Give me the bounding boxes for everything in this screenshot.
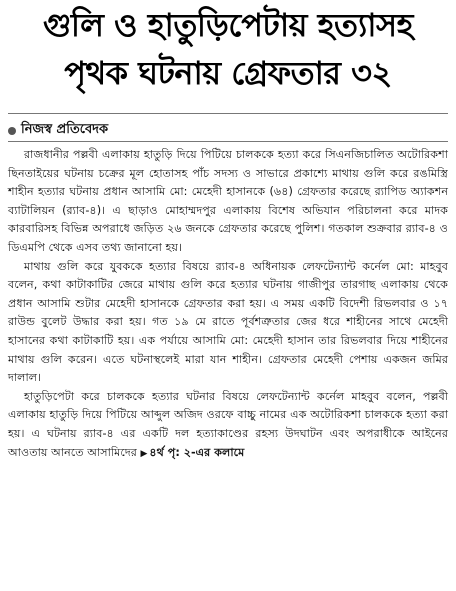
- paragraph-2: মাথায় গুলি করে যুবককে হত্যার বিষয়ে র‌্যাব-৪ অধিনায়ক লেফটেন্যান্ট কর্নেল মো: মাহবুব বলেন, কথা কাটাকাটির জেরে মাথায় গুলি করে হত্যার ঘটনায় গাজীপুর তারগাছ এলাকায় থেকে প্রধান আসামি শুটার মেহেদী হাসানকে গ্রেফতার করা হয়। এ সময় একটি বিদেশী রিভলবার ও ১৭ রাউন্ড বুলেট উদ্ধার করা হয়। গত ১৯ মে রাতে পূর্বশত্রুতার জের ধরে শাহীনের সাথে মেহেদী হাসানের কথা কাটাকাটি হয়। এক পর্যায়ে আসামি মো: মেহেদী হাসান তার রিভলবার দিয়ে শাহীনের মাথায় গুলি করেন। এতে ঘটনাস্থলেই মারা যান শাহীন। গ্রেফতার মেহেদী পেশায় একজন জমির দালাল।: [8, 259, 448, 385]
- article-body: [8, 146, 448, 463]
- bullet-icon: [8, 127, 16, 135]
- headline-line-1: গুলি ও হাতুড়িপেটায় হত্যাসহ: [43, 6, 413, 44]
- paragraph-3-text: হাতুড়িপেটা করে চালককে হত্যার ঘটনার বিষয়ে লেফটেন্যান্ট কর্নেল মাহবুব বলেন, পল্লবী এলাকায় হাতুড়ি দিয়ে পিটিয়ে আব্দুল অজিদ ওরফে বাচ্চু নামের এক অটোরিকশা চালককে হত্যা করা হয়। এ ঘটনায় র‌্যাব-৪ এর একটি দল হত্যাকাণ্ডের রহস্য উদঘাটন এবং অপরাধীকে আইনের আওতায় আনতে আসামিদের: [8, 389, 448, 459]
- byline: [8, 120, 108, 141]
- headline-line-2: পৃথক ঘটনায় গ্রেফতার ৩২: [64, 54, 392, 92]
- divider: [8, 141, 448, 142]
- arrow-right-icon: ▶: [140, 448, 148, 459]
- paragraph-3: [8, 388, 448, 463]
- jump-text: ৪র্থ পৃ: ২-এর কলামে: [149, 445, 245, 459]
- continued-jump[interactable]: [140, 446, 244, 459]
- divider: [8, 113, 448, 114]
- paragraph-1: রাজধানীর পল্লবী এলাকায় হাতুড়ি দিয়ে পিটিয়ে চালককে হত্যা করে সিএনজিচালিত অটোরিকশা ছিনতাইয়ের ঘটনায় চক্রের মূল হোতাসহ পাঁচ সদস্য ও সাভারে প্রকাশ্যে মাথায় গুলি করে রঙমিস্ত্রি শাহীন হত্যার ঘটনায় প্রধান আসামি মো: মেহেদী হাসানকে (৬৪) গ্রেফতার করেছে র‌্যাপিড অ্যাকশন ব্যাটালিয়ন (র‌্যাব-৪)। এ ছাড়াও মোহাম্মদপুর এলাকায় বিশেষ অভিযান পরিচালনা করে মাদক কারবারিসহ বিভিন্ন অপরাধে জড়িত ২৬ জনকে গ্রেফতার করেছে পুলিশ। গতকাল শুক্রবার র‌্যাব-৪ ও ডিএমপি থেকে এসব তথ্য জানানো হয়।: [8, 148, 448, 254]
- byline-text: নিজস্ব প্রতিবেদক: [21, 122, 109, 137]
